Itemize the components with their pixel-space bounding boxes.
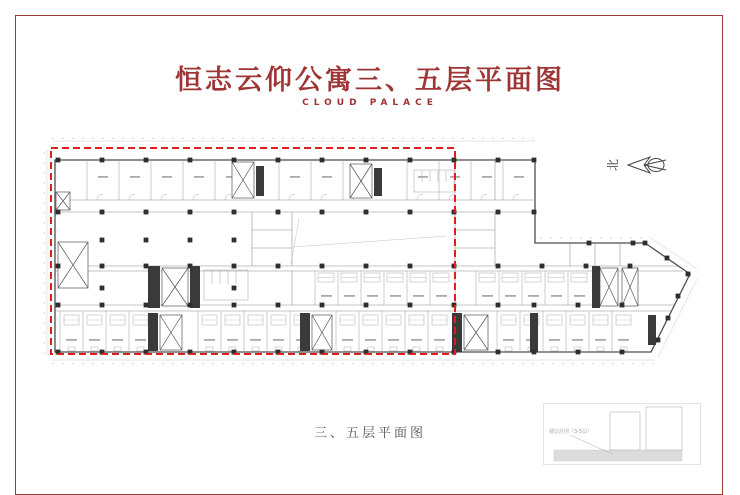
north-arrow-icon [606, 157, 666, 173]
key-plan-highlight-band [554, 450, 682, 461]
plan-caption: 三、五层平面图 [313, 426, 426, 441]
key-plan-svg [544, 404, 700, 464]
key-plan-label: 楼层范围（3-5层） [549, 429, 593, 435]
floor-plan-svg [40, 135, 700, 385]
key-plan-towers [610, 407, 682, 450]
floor-plan [40, 135, 700, 385]
key-plan-inset [543, 403, 701, 465]
page-title: 恒志云仰公寓三、五层平面图 [175, 65, 565, 96]
page-subtitle: CLOUD PALACE [302, 98, 438, 108]
north-label: 北 [606, 158, 620, 171]
